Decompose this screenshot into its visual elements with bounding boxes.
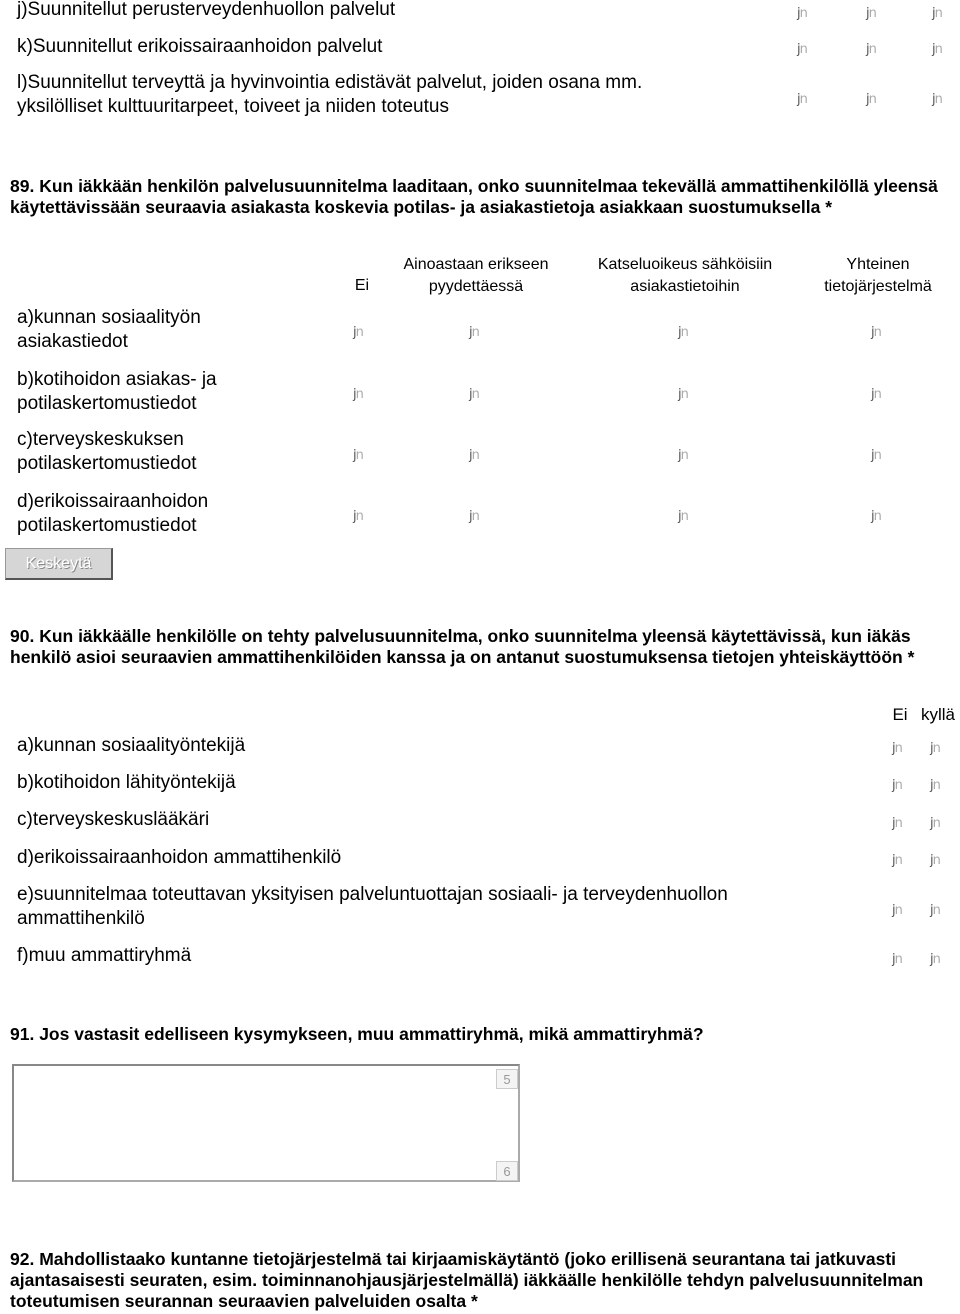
radio-button[interactable]: jn <box>678 448 688 463</box>
radio-button[interactable]: jn <box>469 325 479 340</box>
q89-row-d-line1: d)erikoissairaanhoidon <box>17 491 209 512</box>
radio-button[interactable]: jn <box>892 853 902 868</box>
radio-button[interactable]: jn <box>871 509 881 524</box>
radio-button[interactable]: jn <box>797 6 807 21</box>
radio-button[interactable]: jn <box>871 448 881 463</box>
item-l-label-line2: yksilölliset kulttuuritarpeet, toiveet ja niiden toteutus <box>17 96 449 117</box>
q89-row-b-line1: b)kotihoidon asiakas- ja <box>17 369 217 390</box>
radio-button[interactable]: jn <box>930 778 940 793</box>
q90-col-ei: Ei <box>892 705 908 724</box>
radio-button[interactable]: jn <box>892 903 902 918</box>
question-92-text: 92. Mahdollistaako kuntanne tietojärjestelmä tai kirjaamiskäytäntö (joko erillisenä seurantana tai jatkuvasti ajantasaisesti seuraten, esim. toiminnanohjausjärjestelmällä) iäkkäälle henkilölle tehdyn palvelusuunnitelman toteutumisen seurannan seuraavien palveluiden osalta * <box>10 1249 924 1311</box>
q89-row-c-line1: c)terveyskeskuksen <box>17 429 184 450</box>
radio-button[interactable]: jn <box>871 325 881 340</box>
radio-button[interactable]: jn <box>678 387 688 402</box>
radio-button[interactable]: jn <box>930 903 940 918</box>
col-header-line1: Yhteinen <box>846 256 910 273</box>
q89-row-a-line1: a)kunnan sosiaalityön <box>17 307 201 328</box>
q89-row-c-line2: potilaskertomustiedot <box>17 453 197 474</box>
q90-col-kylla: kyllä <box>920 705 955 724</box>
question-89-text: 89. Kun iäkkään henkilön palvelusuunnitelma laaditaan, onko suunnitelmaa tekevällä ammattihenkilöllä yleensä käytettävissään seuraavia asiakasta koskevia potilas- ja asiakastietoja asiakkaan suostumuksella * <box>10 176 938 217</box>
radio-button[interactable]: jn <box>892 778 902 793</box>
q90-row-d: d)erikoissairaanhoidon ammattihenkilö <box>17 847 342 868</box>
q90-row-b: b)kotihoidon lähityöntekijä <box>17 772 236 793</box>
scroll-down-button[interactable]: 6 <box>496 1161 518 1181</box>
radio-button[interactable]: jn <box>353 387 363 402</box>
col-header-line2: pyydettäessä <box>428 278 524 295</box>
col-header-line1: Ainoastaan erikseen <box>403 256 549 273</box>
item-j-label: j)Suunnitellut perusterveydenhuollon palvelut <box>17 0 396 20</box>
radio-button[interactable]: jn <box>892 816 902 831</box>
radio-button[interactable]: jn <box>930 853 940 868</box>
question-90-text: 90. Kun iäkkäälle henkilölle on tehty palvelusuunnitelma, onko suunnitelma yleensä käytettävissä, kun iäkäs henkilö asioi seuraavien ammattihenkilöiden kanssa ja on antanut suostumuksensa tietojen yhteiskäyttöön * <box>10 626 915 667</box>
radio-button[interactable]: jn <box>353 448 363 463</box>
scroll-up-button[interactable]: 5 <box>496 1069 518 1089</box>
radio-button[interactable]: jn <box>678 325 688 340</box>
radio-button[interactable]: jn <box>797 92 807 107</box>
col-header-line1: Ei <box>354 277 370 294</box>
q89-col-ei <box>342 275 382 297</box>
q90-row-a: a)kunnan sosiaalityöntekijä <box>17 735 246 756</box>
radio-button[interactable]: jn <box>930 816 940 831</box>
radio-button[interactable]: jn <box>892 952 902 967</box>
q89-row-b-line2: potilaskertomustiedot <box>17 393 197 414</box>
radio-button[interactable]: jn <box>678 509 688 524</box>
radio-button[interactable]: jn <box>469 387 479 402</box>
radio-button[interactable]: jn <box>353 509 363 524</box>
radio-button[interactable]: jn <box>797 42 807 57</box>
radio-button[interactable]: jn <box>930 952 940 967</box>
radio-button[interactable]: jn <box>866 92 876 107</box>
radio-button[interactable]: jn <box>932 92 942 107</box>
col-header-line2: tietojärjestelmä <box>824 278 932 295</box>
radio-button[interactable]: jn <box>932 42 942 57</box>
radio-button[interactable]: jn <box>469 509 479 524</box>
radio-button[interactable]: jn <box>353 325 363 340</box>
radio-button[interactable]: jn <box>892 741 902 756</box>
q89-col-yhteinen <box>810 254 946 298</box>
radio-button[interactable]: jn <box>866 42 876 57</box>
radio-button[interactable]: jn <box>930 741 940 756</box>
q90-row-e-line2: ammattihenkilö <box>17 908 145 929</box>
item-k-label: k)Suunnitellut erikoissairaanhoidon palvelut <box>17 36 383 57</box>
col-header-line1: Katseluoikeus sähköisiin <box>597 256 773 273</box>
q89-row-a-line2: asiakastiedot <box>17 331 128 352</box>
col-header-line2: asiakastietoihin <box>630 278 740 295</box>
item-l-label-line1: l)Suunnitellut terveyttä ja hyvinvointia edistävät palvelut, joiden osana mm. <box>17 72 643 93</box>
question-91-text: 91. Jos vastasit edelliseen kysymykseen, muu ammattiryhmä, mikä ammattiryhmä? <box>10 1024 704 1044</box>
q90-row-f: f)muu ammattiryhmä <box>17 945 192 966</box>
cancel-button[interactable]: Keskeytä <box>5 548 113 580</box>
q89-col-katseluoikeus <box>580 254 790 298</box>
other-profession-textarea[interactable] <box>12 1064 520 1182</box>
radio-button[interactable]: jn <box>932 6 942 21</box>
q90-row-e-line1: e)suunnitelmaa toteuttavan yksityisen palveluntuottajan sosiaali- ja terveydenhuollon <box>17 884 728 905</box>
q89-row-d-line2: potilaskertomustiedot <box>17 515 197 536</box>
q89-col-erikseen <box>380 254 572 298</box>
q90-row-c: c)terveyskeskuslääkäri <box>17 809 210 830</box>
radio-button[interactable]: jn <box>469 448 479 463</box>
radio-button[interactable]: jn <box>866 6 876 21</box>
radio-button[interactable]: jn <box>871 387 881 402</box>
